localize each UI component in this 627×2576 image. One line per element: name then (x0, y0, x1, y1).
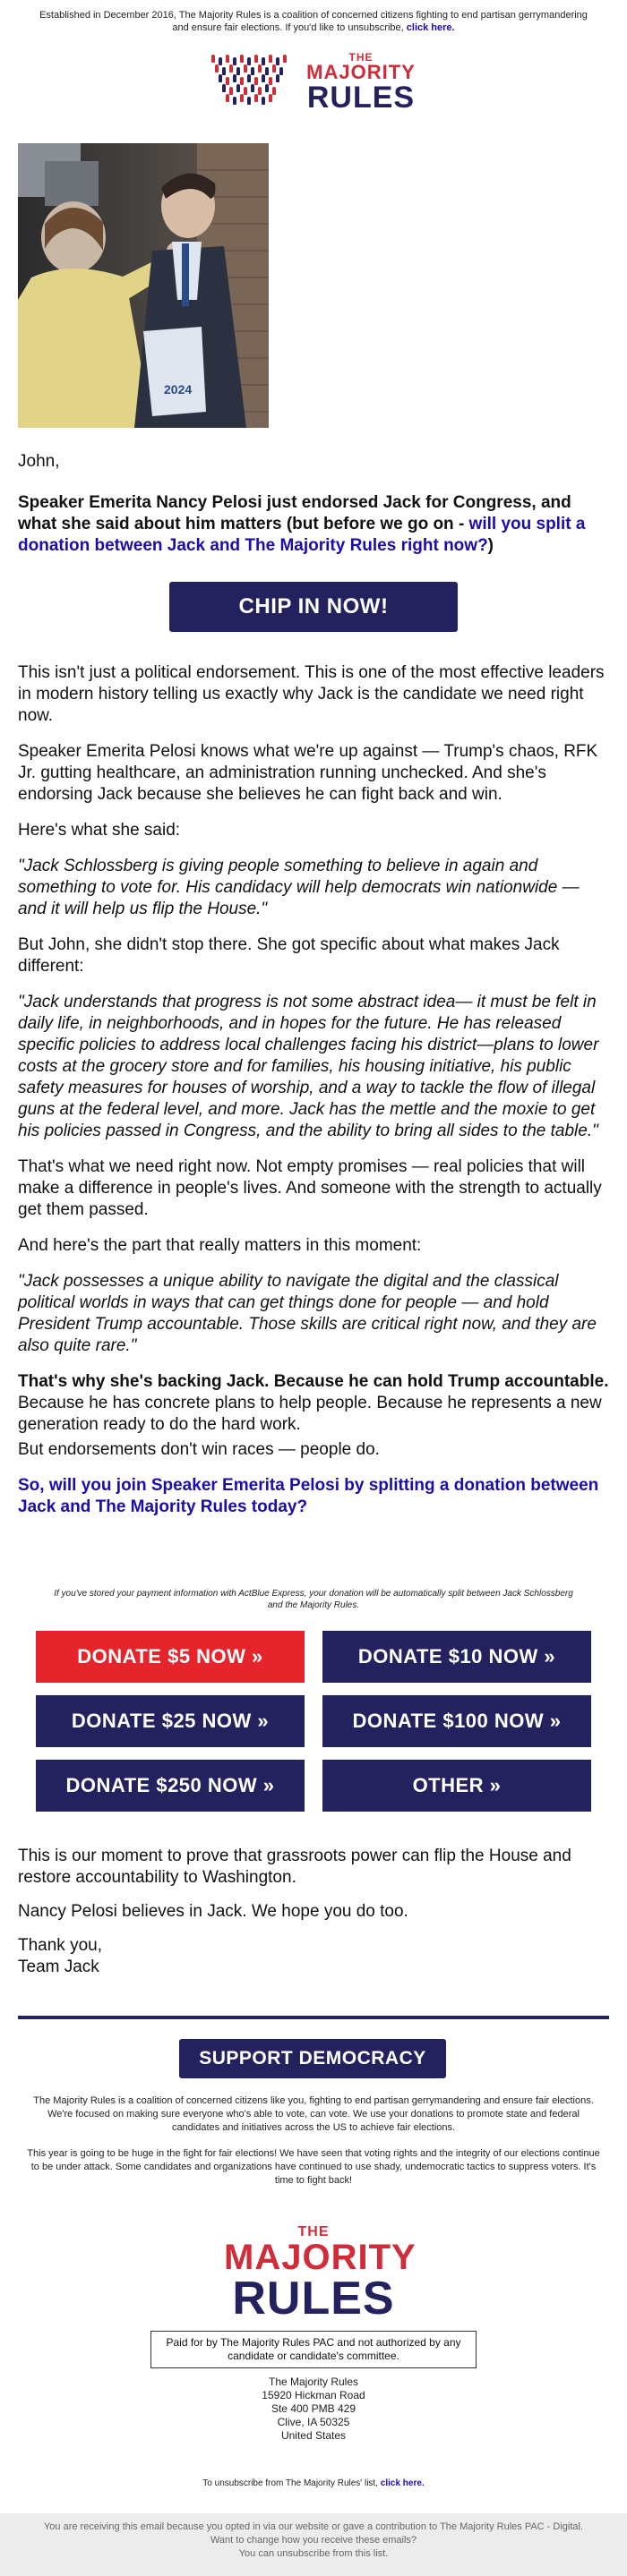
actblue-note: If you've stored your payment information with ActBlue Express, your donation will be automatically split between Jack Schlossberg and the Majority Rules. (54, 1589, 573, 1610)
majority-rules-logo (0, 47, 627, 118)
crowd-figure (226, 55, 229, 63)
crowd-figure (244, 64, 247, 73)
paid-for-disclaimer: Paid for by The Majority Rules PAC and not authorized by any candidate or candidate's committee. (150, 2331, 477, 2368)
quote-2: "Jack understands that progress is not some abstract idea— it must be felt in daily life, in neighborhoods, and in hopes for the future. He has released specific policies to address local challenges facing his district—plans to lower costs at the grocery store and for families, his housing initiative, his public safety measures for houses of worship, and a way to tackle the flow of illegal guns at the federal level, and more. Jack has the mettle and the moxie to get his policies passed in Congress, and the ability to bring all sides to the table." (18, 993, 599, 1140)
crowd-figure (258, 87, 262, 95)
unsubscribe-link[interactable]: click here. (380, 2478, 425, 2488)
about-section (27, 2094, 600, 2200)
crowd-figure (251, 84, 254, 92)
crowd-figure (262, 97, 265, 105)
crowd-figure (240, 94, 244, 102)
donate-button[interactable]: DONATE $10 NOW » (322, 1631, 591, 1683)
crowd-figure (233, 97, 236, 105)
photo-badge-text: 2024 (164, 382, 193, 397)
mailing-address (179, 2376, 448, 2443)
crowd-figure (269, 55, 272, 63)
crowd-figure (229, 64, 233, 73)
crowd-figure (244, 87, 247, 95)
crowd-figure (265, 67, 269, 75)
crowd-figure (251, 67, 254, 75)
crowd-figure (283, 55, 287, 63)
footer-line-1: You are receiving this email because you opted in via our website or gave a contribution to The Majority Rules PAC - Digital. (43, 2521, 584, 2532)
cta-donate-link[interactable]: So, will you join Speaker Emerita Pelosi by splitting a donation between Jack and The Majority Rules today? (18, 1476, 599, 1516)
divider (18, 2016, 609, 2019)
footer-line-2[interactable]: Want to change how you receive these emails? (210, 2535, 417, 2546)
crowd-figure (247, 97, 251, 105)
crowd-figure (276, 57, 279, 65)
logo-the: THE (348, 51, 374, 64)
crowd-figure (233, 74, 236, 82)
crowd-figure (262, 74, 265, 82)
crowd-figure (215, 64, 219, 73)
crowd-figure (219, 57, 222, 65)
unsubscribe-line (90, 2478, 537, 2488)
footer (0, 2513, 627, 2576)
address-line: United States (280, 2429, 347, 2442)
closing-paragraph-2: Nancy Pelosi believes in Jack. We hope you do too. (18, 1902, 408, 1921)
crowd-figure (211, 55, 215, 63)
logo-majority: MAJORITY (306, 61, 416, 83)
paragraph-2: Speaker Emerita Pelosi knows what we're up against — Trump's chaos, RFK Jr. gutting healthcare, an administration running unchecked. And she's endorsing Jack because she believes he can fight back and win. (18, 742, 598, 804)
closing-section (18, 1846, 609, 1991)
crowd-figure (272, 64, 276, 73)
crowd-figure (247, 74, 251, 82)
email-body (18, 430, 609, 1532)
closing-paragraph-1: This is our moment to prove that grassroots power can flip the House and restore accountability to Washington. (18, 1847, 571, 1887)
crowd-figure (279, 67, 283, 75)
paragraph-1: This isn't just a political endorsement. This is one of the most effective leaders in modern history telling us exactly why Jack is the candidate we need right now. (18, 663, 605, 725)
crowd-figure (269, 94, 272, 102)
paragraph-7-bold: That's why she's backing Jack. Because he can hold Trump accountable. (18, 1372, 609, 1391)
crowd-figure (265, 84, 269, 92)
top-note-text: Established in December 2016, The Majority Rules is a coalition of concerned citizens fighting to end partisan gerrymandering and ensure fair elections. If you'd like to unsubscribe, (39, 10, 588, 33)
photo-illustration (18, 143, 269, 428)
crowd-figure (240, 55, 244, 63)
crowd-figure (229, 87, 233, 95)
crowd-figure (233, 57, 236, 65)
salutation: John, (18, 452, 60, 471)
footer-logo-the: THE (297, 2224, 330, 2239)
support-democracy-button[interactable]: SUPPORT DEMOCRACY (179, 2039, 446, 2078)
crowd-figure (247, 57, 251, 65)
quote-3: "Jack possesses a unique ability to navigate the digital and the classical political worlds in ways that can get things done for people — and hold President Trump accountable. Those skills are critical right now, and they are also quite rare." (18, 1272, 597, 1355)
donate-button[interactable]: OTHER » (322, 1760, 591, 1812)
about-paragraph-1: The Majority Rules is a coalition of concerned citizens like you, fighting to end partisan gerrymandering and ensure fair elections. We're focused on making sure everyone who's able to vote, can vote. We use your donations to promote state and federal candidates and initiatives across the US to achieve fair elections. (33, 2095, 594, 2133)
crowd-figure (269, 77, 272, 85)
crowd-figure (254, 77, 258, 85)
crowd-figure (222, 67, 226, 75)
footer-logo-majority: MAJORITY (224, 2238, 417, 2277)
closing-signature: Team Jack (18, 1958, 99, 1976)
crowd-figure (258, 64, 262, 73)
crowd-figure (272, 87, 276, 95)
crowd-figure (254, 55, 258, 63)
donate-button[interactable]: DONATE $250 NOW » (36, 1760, 305, 1812)
crowd-figure (226, 94, 229, 102)
crowd-figure (262, 57, 265, 65)
address-line: Ste 400 PMB 429 (271, 2402, 356, 2415)
paragraph-7 (18, 1371, 609, 1436)
crowd-figure (236, 67, 240, 75)
crowd-figure (219, 74, 222, 82)
crowd-logo-icon (211, 55, 301, 110)
paragraph-8: But endorsements don't win races — people do. (18, 1440, 380, 1459)
unsubscribe-text: To unsubscribe from The Majority Rules' list, (202, 2478, 378, 2488)
top-note (0, 0, 627, 34)
lead-text: Speaker Emerita Nancy Pelosi just endorsed Jack for Congress, and what she said about him matters (but before we go on - (18, 493, 571, 533)
address-line: 15920 Hickman Road (262, 2389, 365, 2401)
footer-logo-rules: RULES (232, 2273, 395, 2324)
top-unsubscribe-link[interactable]: click here. (406, 22, 455, 33)
crowd-figure (276, 74, 279, 82)
lead-paragraph (18, 492, 609, 557)
paragraph-4: But John, she didn't stop there. She got specific about what makes Jack different: (18, 935, 560, 976)
paragraph-7-rest: Because he has concrete plans to help people. Because he represents a new generation ready to do the hard work. (18, 1394, 602, 1434)
address-line: Clive, IA 50325 (277, 2416, 350, 2428)
about-paragraph-2: This year is going to be huge in the fight for fair elections! We have seen that voting rights and the integrity of our elections continue to be under attack. Some candidates and organizations have continued to use shady, undemocratic tactics to suppress voters. It's time to fight back! (27, 2148, 600, 2186)
crowd-figure (226, 77, 229, 85)
donate-button[interactable]: DONATE $5 NOW » (36, 1631, 305, 1683)
crowd-figure (254, 94, 258, 102)
paragraph-3: Here's what she said: (18, 821, 181, 840)
paragraph-6: And here's the part that really matters in this moment: (18, 1236, 422, 1255)
crowd-figure (236, 84, 240, 92)
crowd-figure (240, 77, 244, 85)
paragraph-5: That's what we need right now. Not empty promises — real policies that will make a difference in people's lives. And someone with the strength to actually get them passed. (18, 1157, 602, 1219)
closing-thanks: Thank you, (18, 1936, 102, 1955)
endorsement-photo (18, 143, 269, 428)
donate-button[interactable]: DONATE $25 NOW » (36, 1695, 305, 1747)
crowd-figure (222, 84, 226, 92)
chip-in-button[interactable]: CHIP IN NOW! (169, 582, 458, 632)
lead-donate-link[interactable]: will you split a donation between Jack and The Majority Rules right now? (18, 515, 586, 555)
footer-line-3[interactable]: You can unsubscribe from this list. (238, 2548, 389, 2559)
address-line: The Majority Rules (268, 2376, 359, 2388)
donate-button[interactable]: DONATE $100 NOW » (322, 1695, 591, 1747)
lead-end: ) (487, 536, 494, 555)
logo-rules: RULES (306, 81, 416, 115)
majority-rules-logo-footer (224, 2224, 417, 2324)
quote-1: "Jack Schlossberg is giving people something to believe in again and something to vote for. His candidacy will help democrats win nationwide — and it will help us flip the House." (18, 857, 580, 918)
